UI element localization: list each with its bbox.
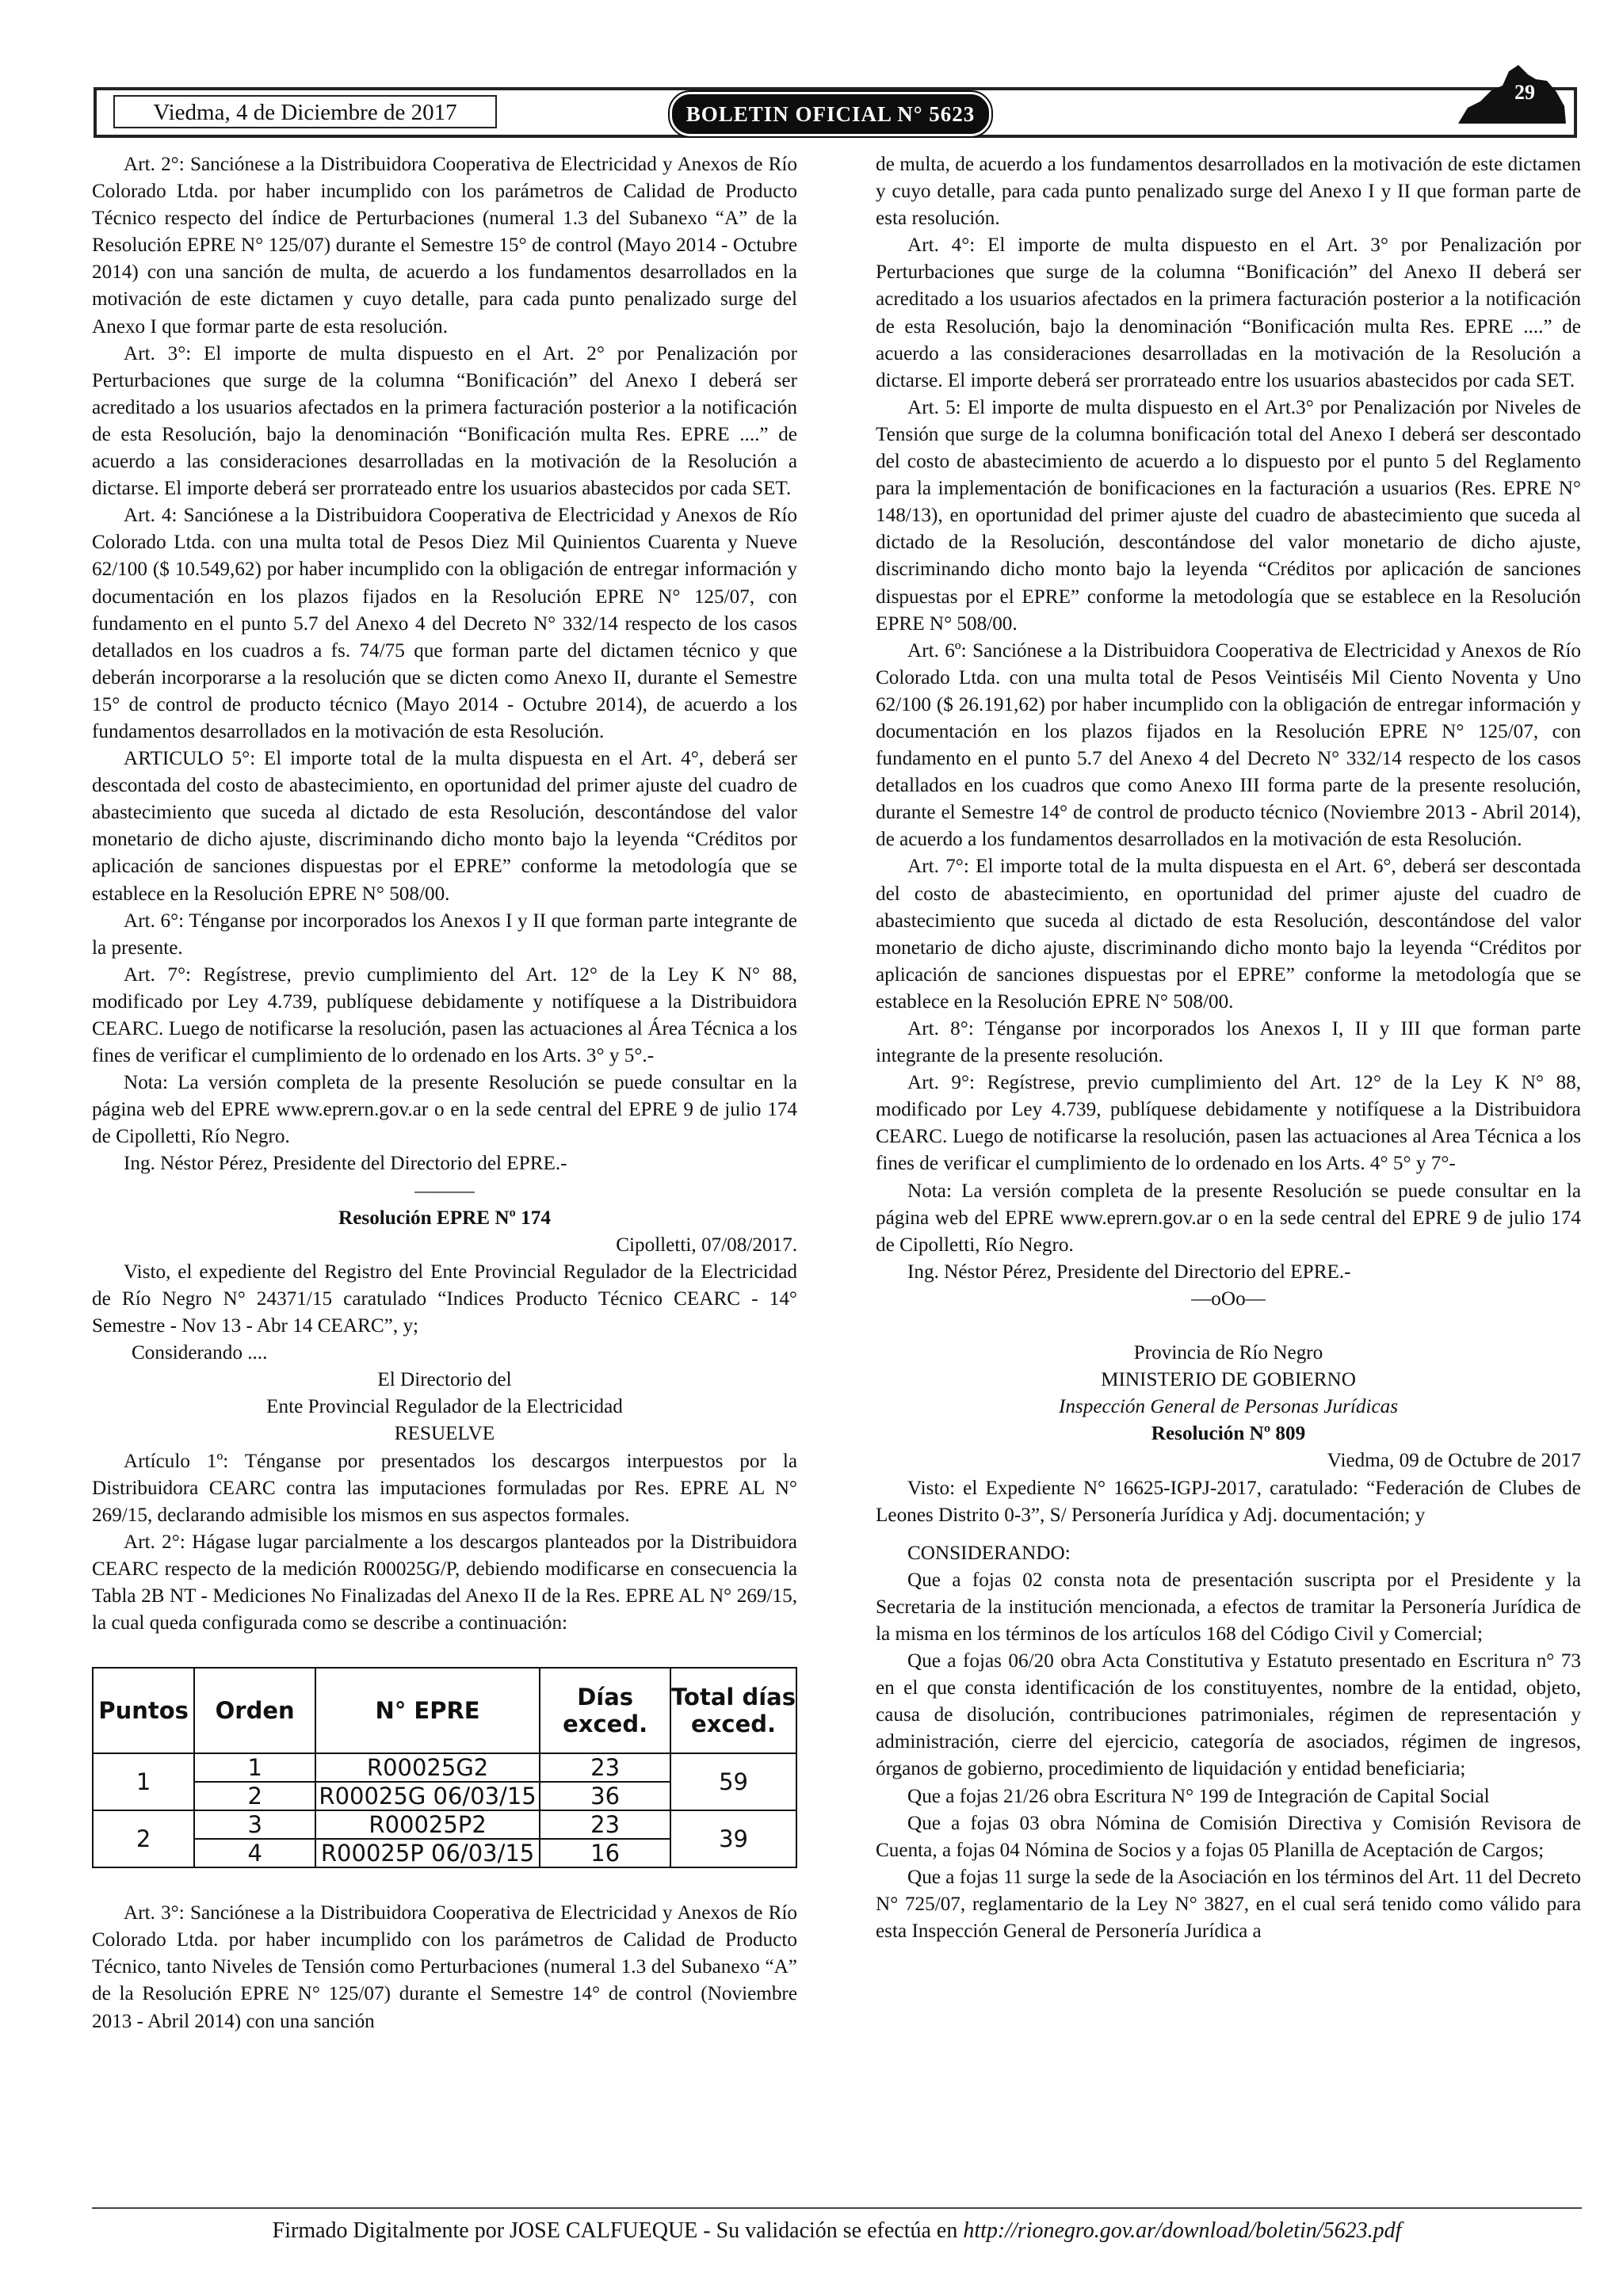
- section-separator: —oOo—: [1191, 1287, 1266, 1310]
- paragraph: Que a fojas 06/20 obra Acta Constitutiva y Estatuto presentado en Escritura n° 73 en el que consta identificación de los constituyentes, nombre de la entidad, objeto, causa de disolución, contribuciones patrimoniales, régimen de representación y administración, cierre del ejercicio, categoría de asociados, régimen de ingresos, órganos de gobierno, procedimiento de liquidación y entidad beneficiaria;: [876, 1650, 1581, 1780]
- bulletin-title: BOLETIN OFICIAL N° 5623: [670, 92, 991, 136]
- dias-cell: 23: [540, 1753, 670, 1782]
- orden-cell: 2: [194, 1782, 315, 1810]
- paragraph: Art. 4°: El importe de multa dispuesto en el Art. 3° por Penalización por Perturbaciones que surge de la columna “Bonificación” del Anexo II deberá ser acreditado a los usuarios afectados en la primera facturación posterior a la notificación de esta Resolución, bajo la denominación “Bonificación multa Res. EPRE ....” de acuerdo a las consideraciones desarrolladas en la motivación de la Resolución a dictarse. El importe deberá ser prorrateado entre los usuarios abastecidos por cada SET.: [876, 235, 1581, 391]
- resuelve-heading: RESUELVE: [394, 1423, 495, 1445]
- province-heading: Provincia de Río Negro: [1133, 1342, 1323, 1364]
- issue-date: Viedma, 4 de Diciembre de 2017: [113, 95, 497, 128]
- epre-cell: R00025G 06/03/15: [315, 1782, 540, 1810]
- epre-cell: R00025P2: [315, 1810, 540, 1839]
- paragraph: Art. 3°: Sanciónese a la Distribuidora Cooperativa de Electricidad y Anexos de Río Colorado Ltda. por haber incumplido con los parámetros de Calidad de Producto Técnico, tanto Niveles de Tensión como Perturbaciones (numeral 1.3 del Subanexo “A” de la Resolución EPRE N° 125/07) durante el Semestre 14° de control (Noviembre 2013 - Abril 2014) con una sanción: [92, 1902, 797, 2032]
- resolution-title: Resolución Nº 809: [1151, 1423, 1306, 1445]
- dias-cell: 16: [540, 1839, 670, 1867]
- paragraph: Art. 9°: Regístrese, previo cumplimiento del Art. 12° de la Ley K N° 88, modificado por Ley 4.739, publíquese debidamente y notifíquese a la Distribuidora CEARC. Luego de notificarse la resolución, pasen las actuaciones al Area Técnica a los fines de verificar el cumplimiento de lo ordenado en los Arts. 4° 5° y 7°-: [876, 1072, 1581, 1175]
- footer: [92, 2215, 1582, 2247]
- signature-line: Ing. Néstor Pérez, Presidente del Directorio del EPRE.-: [907, 1261, 1351, 1283]
- orden-cell: 3: [194, 1810, 315, 1839]
- organization-line: Ente Provincial Regulador de la Electricidad: [266, 1396, 623, 1418]
- column-header: Días exced.: [540, 1668, 670, 1753]
- considerando-heading: Considerando ....: [132, 1342, 268, 1364]
- divider: ———: [414, 1180, 475, 1202]
- footer-signature-text: Firmado Digitalmente por JOSE CALFUEQUE - Su validación se efectúa en: [272, 2218, 964, 2243]
- spacer: [876, 1529, 1581, 1540]
- agency-heading: Inspección General de Personas Jurídicas: [1058, 1396, 1399, 1418]
- column-header: N° EPRE: [315, 1668, 540, 1753]
- paragraph: Art. 2°: Sanciónese a la Distribuidora Cooperativa de Electricidad y Anexos de Río Colorado Ltda. por haber incumplido con los parámetros de Calidad de Producto Técnico respecto del índice de Perturbaciones (numeral 1.3 del Subanexo “A” de la Resolución EPRE N° 125/07) durante el Semestre 15° de control (Mayo 2014 - Octubre 2014) con una sanción de multa, de acuerdo a los fundamentos desarrollados en la motivación de este dictamen y cuyo detalle, para cada punto penalizado surge del Anexo I que formar parte de esta resolución.: [92, 154, 797, 338]
- paragraph: Art. 7°: Regístrese, previo cumplimiento del Art. 12° de la Ley K N° 88, modificado por Ley 4.739, publíquese debidamente y notifíquese a la Distribuidora CEARC. Luego de notificarse la resolución, pasen las actuaciones al Área Técnica a los fines de verificar el cumplimiento de lo ordenado en los Arts. 3° y 5°.-: [92, 963, 797, 1067]
- column-header: Total días exced.: [670, 1668, 796, 1753]
- table-header-row: [93, 1668, 796, 1753]
- punto-cell: 1: [93, 1753, 194, 1810]
- table-row: [93, 1753, 796, 1782]
- paragraph: Art. 2°: Hágase lugar parcialmente a los descargos planteados por la Distribuidora CEARC respecto de la medición R00025G/P, debiendo modificarse en consecuencia la Tabla 2B NT - Mediciones No Finalizadas del Anexo II de la Res. EPRE AL N° 269/15, la cual queda configurada como se describe a continuación:: [92, 1531, 797, 1634]
- epre-cell: R00025G2: [315, 1753, 540, 1782]
- footer-divider: [92, 2207, 1582, 2209]
- paragraph: Artículo 1º: Ténganse por presentados los descargos interpuestos por la Distribuidora CEARC contra las imputaciones formuladas por Res. EPRE AL N° 269/15, declarando admisible los mismos en sus aspectos formales.: [92, 1450, 797, 1526]
- considerando-heading: CONSIDERANDO:: [907, 1542, 1071, 1564]
- column-header: Puntos: [93, 1668, 194, 1753]
- punto-cell: 2: [93, 1810, 194, 1867]
- paragraph: Que a fojas 02 consta nota de presentación suscripta por el Presidente y la Secretaria de la institución mencionada, a efectos de tramitar la Personería Jurídica de la misma en los términos de los artículos 168 del Código Civil y Comercial;: [876, 1569, 1581, 1645]
- paragraph: Art. 7°: El importe total de la multa dispuesta en el Art. 6°, deberá ser descontada del costo de abastecimiento, en oportunidad del primer ajuste del cuadro de abastecimiento que suceda al dictado de esta Resolución, descontándose del valor monetario de dicho ajuste, discriminando dicho monto bajo la leyenda “Créditos por aplicación de sanciones dispuestas por el EPRE” conforme la metodología que se establece en la Resolución EPRE N° 508/00.: [876, 856, 1581, 1013]
- orden-cell: 4: [194, 1839, 315, 1867]
- paragraph: ARTICULO 5°: El importe total de la multa dispuesta en el Art. 4°, deberá ser descontada del costo de abastecimiento, en oportunidad del primer ajuste del cuadro de abastecimiento que suceda al dictado de esta Resolución, descontándose del valor monetario de dicho ajuste, discriminando dicho monto bajo la leyenda “Créditos por aplicación de sanciones dispuestas por el EPRE” conforme la metodología que se establece en la Resolución EPRE N° 508/00.: [92, 748, 797, 905]
- table-row: [93, 1810, 796, 1839]
- resolution-date: Viedma, 09 de Octubre de 2017: [1327, 1450, 1581, 1472]
- paragraph: Art. 3°: El importe de multa dispuesto en el Art. 2° por Penalización por Perturbaciones que surge de la columna “Bonificación” del Anexo I deberá ser acreditado a los usuarios afectados en la primera facturación posterior a la notificación de esta Resolución, bajo la denominación “Bonificación multa Res. EPRE ....” de acuerdo a las consideraciones desarrolladas en la motivación de la Resolución a dictarse. El importe deberá ser prorrateado entre los usuarios abastecidos por cada SET.: [92, 342, 797, 500]
- paragraph: Visto: el Expediente N° 16625-IGPJ-2017, caratulado: “Federación de Clubes de Leones Distrito 0-3”, S/ Personería Jurídica y Adj. documentación; y: [876, 1477, 1581, 1526]
- resolution-date: Cipolletti, 07/08/2017.: [616, 1234, 797, 1256]
- spacer: [876, 1313, 1581, 1340]
- paragraph: Art. 4: Sanciónese a la Distribuidora Cooperativa de Electricidad y Anexos de Río Colorado Ltda. con una multa total de Pesos Diez Mil Quinientos Cuarenta y Nueve 62/100 ($ 10.549,62) por haber incumplido con la obligación de entregar información y documentación en los plazos fijados en la Resolución EPRE N° 125/07, con fundamento en el punto 5.7 del Anexo 4 del Decreto N° 332/14 respecto de los casos detallados en los cuadros a fs. 74/75 que forman parte del dictamen técnico y que deberán incorporarse a la resolución que se dicten como Anexo II, durante el Semestre 15° de control de producto técnico (Mayo 2014 - Octubre 2014), de acuerdo a los fundamentos desarrollados en la motivación de esta Resolución.: [92, 505, 797, 742]
- epre-cell: R00025P 06/03/15: [315, 1839, 540, 1867]
- column-header: Orden: [194, 1668, 315, 1753]
- resolution-title: Resolución EPRE Nº 174: [338, 1207, 551, 1229]
- dias-cell: 23: [540, 1810, 670, 1839]
- page-number: 29: [1514, 81, 1535, 104]
- paragraph: Nota: La versión completa de la presente Resolución se puede consultar en la página web del EPRE www.eprern.gov.ar o en la sede central del EPRE 9 de julio 174 de Cipolletti, Río Negro.: [876, 1180, 1581, 1256]
- total-cell: 59: [670, 1753, 796, 1810]
- left-column: [92, 151, 797, 2035]
- measurements-table: [92, 1667, 797, 1868]
- organization-line: El Directorio del: [377, 1369, 512, 1391]
- dias-cell: 36: [540, 1782, 670, 1810]
- total-cell: 39: [670, 1810, 796, 1867]
- paragraph: Que a fojas 03 obra Nómina de Comisión Directiva y Comisión Revisora de Cuenta, a fojas 04 Nómina de Socios y a fojas 05 Planilla de Aceptación de Cargos;: [876, 1812, 1581, 1861]
- paragraph: Art. 6º: Sanciónese a la Distribuidora Cooperativa de Electricidad y Anexos de Río Colorado Ltda. con una multa total de Pesos Veintiséis Mil Ciento Noventa y Uno 62/100 ($ 26.191,62) por haber incumplido con la obligación de entregar información y documentación en los plazos fijados en la Resolución EPRE N° 125/07, con fundamento en el punto 5.7 del Anexo 4 del Decreto N° 332/14 respecto de los casos detallados en los cuadros que como Anexo III forma parte de la presente resolución, durante el Semestre 14° de control de producto técnico (Noviembre 2013 - Abril 2014), de acuerdo a los fundamentos desarrollados en la motivación de esta Resolución.: [876, 639, 1581, 851]
- paragraph: Que a fojas 21/26 obra Escritura N° 199 de Integración de Capital Social: [907, 1785, 1490, 1807]
- paragraph: Nota: La versión completa de la presente Resolución se puede consultar en la página web del EPRE www.eprern.gov.ar o en la sede central del EPRE 9 de julio 174 de Cipolletti, Río Negro.: [92, 1072, 797, 1148]
- paragraph: Art. 8°: Ténganse por incorporados los Anexos I, II y III que forman parte integrante de la presente resolución.: [876, 1018, 1581, 1067]
- paragraph: Art. 6°: Ténganse por incorporados los Anexos I y II que forman parte integrante de la presente.: [92, 910, 797, 959]
- orden-cell: 1: [194, 1753, 315, 1782]
- paragraph: Que a fojas 11 surge la sede de la Asociación en los términos del Art. 11 del Decreto N° 725/07, reglamentario de la Ley N° 3827, en el cual será tenido como válido para esta Inspección General de Personería Jurídica a: [876, 1866, 1581, 1942]
- paragraph: Visto, el expediente del Registro del Ente Provincial Regulador de la Electricidad de Río Negro N° 24371/15 caratulado “Indices Producto Técnico CEARC - 14° Semestre - Nov 13 - Abr 14 CEARC”, y;: [92, 1261, 797, 1337]
- paragraph: Art. 5: El importe de multa dispuesto en el Art.3° por Penalización por Niveles de Tensión que surge de la columna bonificación total del Anexo I deberá ser descontado del costo de abastecimiento de acuerdo a lo dispuesto por el punto 5 del Reglamento para la implementación de bonificaciones en la facturación a usuarios (Res. EPRE N° 148/13), en oportunidad del primer ajuste del cuadro de abastecimiento que suceda al dictado de la Resolución, descontándose del valor monetario de dicho ajuste, discriminando dicho monto bajo la leyenda “Créditos por aplicación de sanciones dispuestas por el EPRE” conforme la metodología que se establece en la Resolución EPRE N° 508/00.: [876, 396, 1581, 635]
- right-column: [876, 151, 1581, 1945]
- ministry-heading: MINISTERIO DE GOBIERNO: [1101, 1369, 1356, 1391]
- signature-line: Ing. Néstor Pérez, Presidente del Directorio del EPRE.-: [124, 1153, 567, 1175]
- paragraph: de multa, de acuerdo a los fundamentos desarrollados en la motivación de este dictamen y cuyo detalle, para cada punto penalizado surge del Anexo I y II que forman parte de esta resolución.: [876, 154, 1581, 230]
- validation-link[interactable]: http://rionegro.gov.ar/download/boletin/5623.pdf: [963, 2218, 1402, 2243]
